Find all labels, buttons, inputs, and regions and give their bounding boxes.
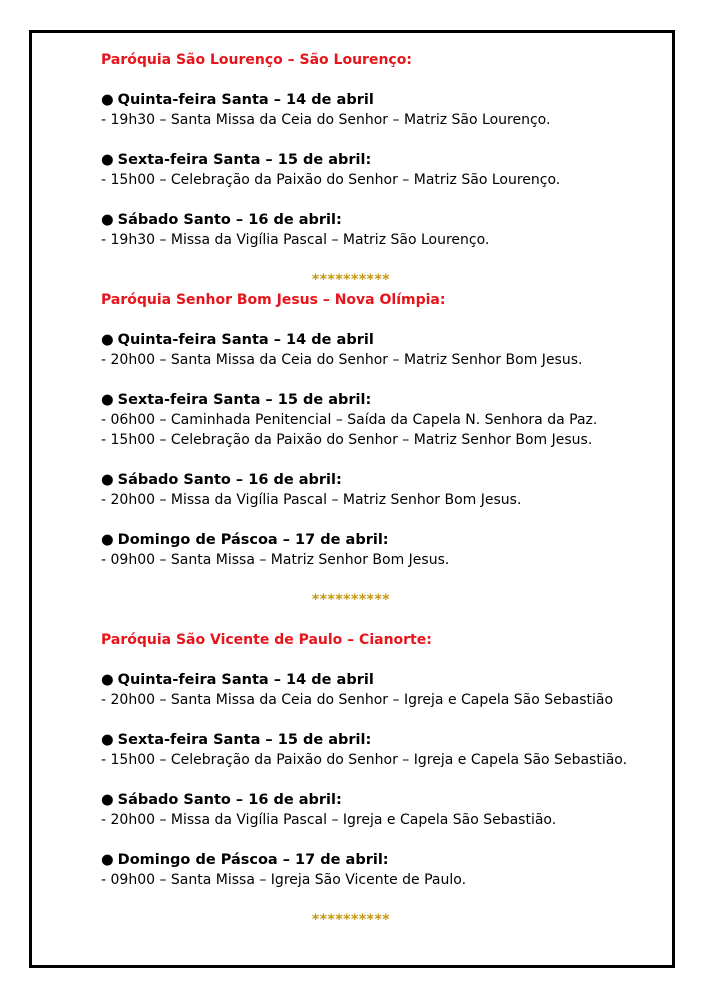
day-heading: ● Sexta-feira Santa – 15 de abril: bbox=[101, 392, 372, 408]
bullet-icon: ● bbox=[101, 472, 114, 488]
bullet-icon: ● bbox=[101, 92, 114, 108]
day-heading: ● Sábado Santo – 16 de abril: bbox=[101, 212, 342, 228]
event-line: - 15h00 – Celebração da Paixão do Senhor – Matriz Senhor Bom Jesus. bbox=[101, 432, 593, 448]
event-line: - 15h00 – Celebração da Paixão do Senhor – Igreja e Capela São Sebastião. bbox=[101, 752, 628, 768]
parish-title: Paróquia São Lourenço – São Lourenço: bbox=[101, 52, 412, 68]
day-heading: ● Sexta-feira Santa – 15 de abril: bbox=[101, 732, 372, 748]
parish-section-sao-vicente-de-paulo bbox=[101, 630, 661, 930]
bullet-icon: ● bbox=[101, 152, 114, 168]
bullet-icon: ● bbox=[101, 792, 114, 808]
day-heading: ● Quinta-feira Santa – 14 de abril bbox=[101, 92, 374, 108]
bullet-icon: ● bbox=[101, 332, 114, 348]
event-line: - 20h00 – Santa Missa da Ceia do Senhor – Matriz Senhor Bom Jesus. bbox=[101, 352, 583, 368]
day-heading: ● Domingo de Páscoa – 17 de abril: bbox=[101, 852, 389, 868]
event-line: - 19h30 – Missa da Vigília Pascal – Matriz São Lourenço. bbox=[101, 232, 490, 248]
day-heading: ● Sábado Santo – 16 de abril: bbox=[101, 792, 342, 808]
day-heading: ● Domingo de Páscoa – 17 de abril: bbox=[101, 532, 389, 548]
parish-section-senhor-bom-jesus bbox=[101, 290, 661, 630]
event-line: - 19h30 – Santa Missa da Ceia do Senhor – Matriz São Lourenço. bbox=[101, 112, 551, 128]
parish-section-sao-lourenco bbox=[101, 50, 661, 290]
day-heading: ● Quinta-feira Santa – 14 de abril bbox=[101, 332, 374, 348]
day-heading: ● Quinta-feira Santa – 14 de abril bbox=[101, 672, 374, 688]
separator-stars: ********** bbox=[311, 912, 391, 928]
parish-title: Paróquia Senhor Bom Jesus – Nova Olímpia: bbox=[101, 292, 446, 308]
bullet-icon: ● bbox=[101, 392, 114, 408]
bullet-icon: ● bbox=[101, 732, 114, 748]
event-line: - 06h00 – Caminhada Penitencial – Saída da Capela N. Senhora da Paz. bbox=[101, 412, 598, 428]
event-line: - 20h00 – Missa da Vigília Pascal – Matriz Senhor Bom Jesus. bbox=[101, 492, 522, 508]
bullet-icon: ● bbox=[101, 672, 114, 688]
separator-stars: ********** bbox=[311, 592, 391, 608]
schedule-content bbox=[101, 50, 661, 930]
day-heading: ● Sexta-feira Santa – 15 de abril: bbox=[101, 152, 372, 168]
event-line: - 09h00 – Santa Missa – Igreja São Vicente de Paulo. bbox=[101, 872, 467, 888]
bullet-icon: ● bbox=[101, 852, 114, 868]
bullet-icon: ● bbox=[101, 532, 114, 548]
bullet-icon: ● bbox=[101, 212, 114, 228]
day-heading: ● Sábado Santo – 16 de abril: bbox=[101, 472, 342, 488]
event-line: - 15h00 – Celebração da Paixão do Senhor – Matriz São Lourenço. bbox=[101, 172, 561, 188]
parish-title: Paróquia São Vicente de Paulo – Cianorte: bbox=[101, 632, 432, 648]
event-line: - 20h00 – Missa da Vigília Pascal – Igreja e Capela São Sebastião. bbox=[101, 812, 557, 828]
separator-stars: ********** bbox=[311, 272, 391, 288]
event-line: - 20h00 – Santa Missa da Ceia do Senhor – Igreja e Capela São Sebastião bbox=[101, 692, 614, 708]
event-line: - 09h00 – Santa Missa – Matriz Senhor Bom Jesus. bbox=[101, 552, 450, 568]
